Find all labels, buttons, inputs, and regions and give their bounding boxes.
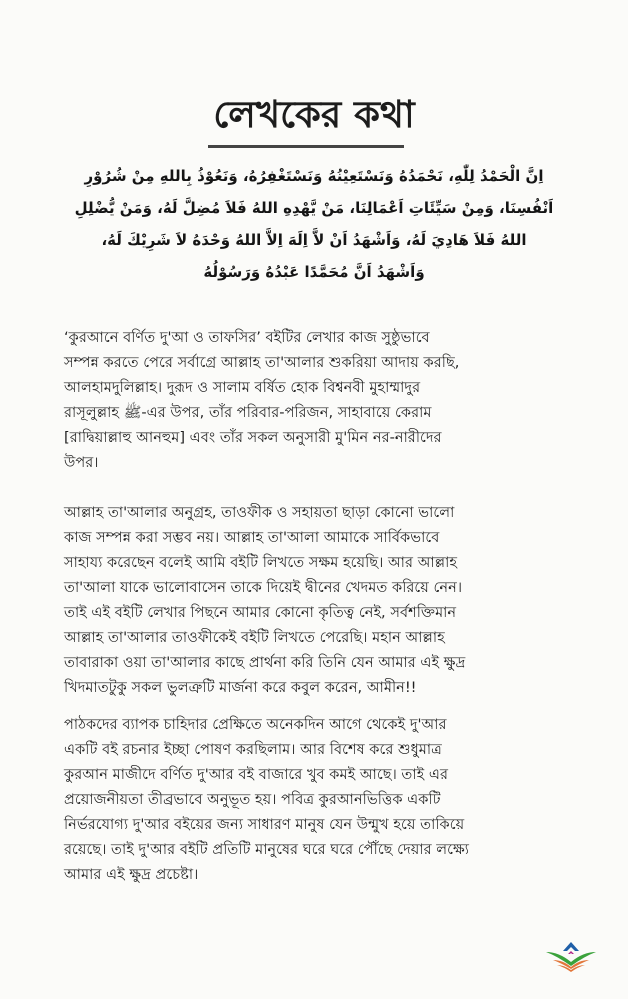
title-underline <box>208 145 404 148</box>
text-line: কাজ সম্পন্ন করা সম্ভব নয়। আল্লাহ তা'আলা আমাকে সার্বিকভাবে <box>64 529 440 546</box>
paragraph-3 <box>64 712 586 887</box>
text-line: সম্পন্ন করতে পেরে সর্বাগ্রে আল্লাহ তা'আলার শুকরিয়া আদায় করছি, <box>64 354 460 371</box>
arabic-line: اَنْفُسِنَا، وَمِنْ سَيِّئَاتِ اَعْمَالِنَا، مَنْ يَّهْدِهِ اللهُ فَلاَ مُضِلَّ لَهُ، وَمَنْ يُّضْلِلِ <box>74 199 554 217</box>
text-line: সাহায্য করেছেন বলেই আমি বইটি লিখতে সক্ষম হয়েছি। আর আল্লাহ <box>64 554 458 571</box>
text-line: নির্ভরযোগ্য দু'আর বইয়ের জন্য সাধারণ মানুষ যেন উন্মুখ হয়ে তাকিয়ে <box>64 816 465 833</box>
text-line: আল্লাহ তা'আলার তাওফীকেই বইটি লিখতে পেরেছি। মহান আল্লাহ <box>64 629 445 646</box>
text-line: আমার এই ক্ষুদ্র প্রচেষ্টা। <box>64 866 199 883</box>
text-line: ‘কুরআনে বর্ণিত দু'আ ও তাফসির’ বইটির লেখার কাজ সুষ্ঠুভাবে <box>64 329 430 346</box>
arabic-line: اِنَّ الْحَمْدُ لِلّٰهِ، نَحْمَدُهُ وَنَسْتَعِيْنُهُ وَنَسْتَغْفِرُهُ، وَنَعُوْذُ بِاللهِ مِنْ شُرُوْرِ <box>84 167 544 185</box>
text-line: আলহামদুলিল্লাহ। দুরূদ ও সালাম বর্ষিত হোক বিশ্বনবী মুহাম্মাদুর <box>64 379 421 396</box>
text-line: [রাদ্বিয়াল্লাহু আনহুম] এবং তাঁর সকল অনুসারী মু'মিন নর-নারীদের <box>64 429 442 446</box>
text-line: আল্লাহ তা'আলার অনুগ্রহ, তাওফীক ও সহায়তা ছাড়া কোনো ভালো <box>64 504 455 521</box>
arabic-line: وَاَشْهَدُ اَنَّ مُحَمَّدًا عَبْدُهُ وَرَسُوْلُهُ <box>203 263 425 281</box>
text-line: রাসূলুল্লাহ ﷺ-এর উপর, তাঁর পরিবার-পরিজন, সাহাবায়ে কেরাম <box>64 404 432 421</box>
text-line: একটি বই রচনার ইচ্ছা পোষণ করছিলাম। আর বিশেষ করে শুধুমাত্র <box>64 741 442 758</box>
text-line: কুরআন মাজীদে বর্ণিত দু'আর বই বাজারে খুব কমই আছে। তাই এর <box>64 766 448 783</box>
paragraph-2 <box>64 500 586 700</box>
arabic-invocation <box>50 160 578 288</box>
text-line: পাঠকদের ব্যাপক চাহিদার প্রেক্ষিতে অনেকদিন আগে থেকেই দু'আর <box>64 716 447 733</box>
page-title: লেখকের কথা <box>213 93 415 136</box>
text-line: তাই এই বইটি লেখার পিছনে আমার কোনো কৃতিত্ব নেই, সর্বশক্তিমান <box>64 604 457 621</box>
text-line: তা'আলা যাকে ভালোবাসেন তাকে দিয়েই দ্বীনের খেদমত করিয়ে নেন। <box>64 579 463 596</box>
arabic-line: اللهُ فَلاَ هَادِيَ لَهُ، وَاَشْهَدُ اَنْ لاَّ اِلَهَ اِلاَّ اللهُ وَحْدَهُ لاَ شَرِيْكَ لَهُ، <box>101 231 527 249</box>
text-line: খিদমাতটুকু সকল ভুলত্রুটি মার্জনা করে কবুল করেন, আমীন!! <box>64 679 417 696</box>
book-publisher-logo-icon <box>543 937 599 973</box>
text-line: রয়েছে। তাই দু'আর বইটি প্রতিটি মানুষের ঘরে ঘরে পৌঁছে দেয়ার লক্ষ্যে <box>64 841 470 858</box>
paragraph-1 <box>64 325 586 475</box>
text-line: প্রয়োজনীয়তা তীব্রভাবে অনুভূত হয়। পবিত্র কুরআনভিত্তিক একটি <box>64 791 441 808</box>
text-line: উপর। <box>64 454 99 471</box>
text-line: তাবারাকা ওয়া তা'আলার কাছে প্রার্থনা করি তিনি যেন আমার এই ক্ষুদ্র <box>64 654 466 671</box>
